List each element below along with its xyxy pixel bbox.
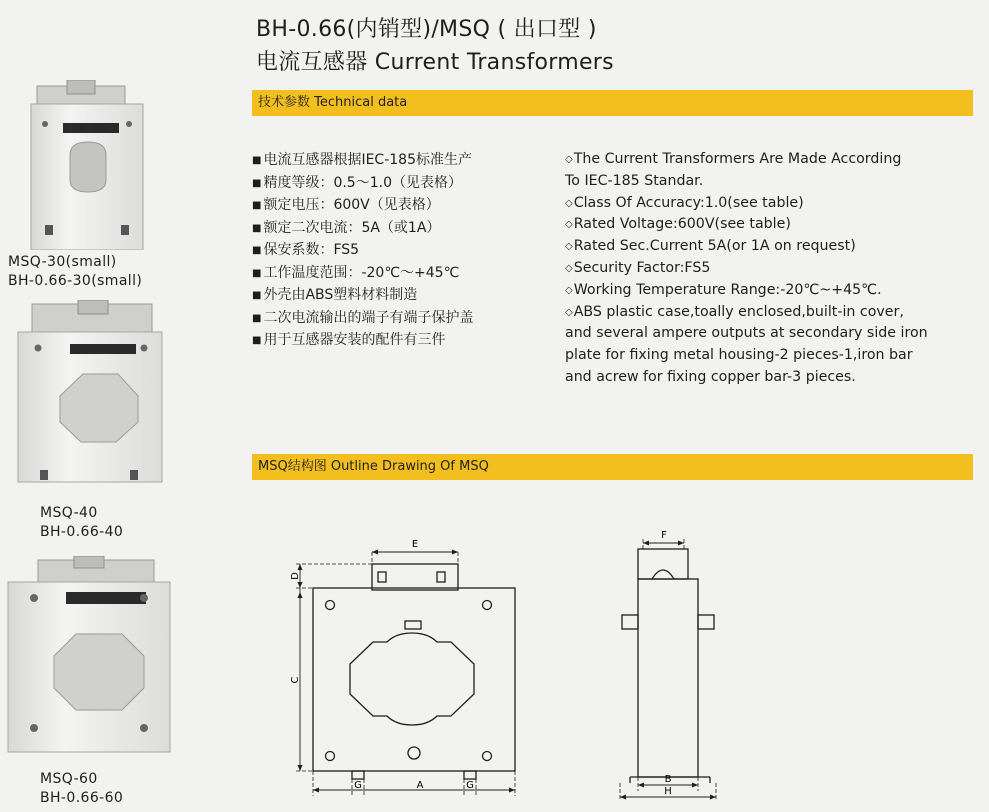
- msq-60-product-image: [4, 556, 174, 756]
- product-model-msq-30: MSQ-30(small): [8, 254, 117, 270]
- front-view-outline-drawing: [280, 530, 540, 810]
- dimension-label-d: D: [290, 572, 301, 580]
- dimension-label-g-right: G: [466, 780, 474, 791]
- msq-30-product-image: [0, 80, 170, 250]
- spec-en-item-continued: and acrew for fixing copper bar-3 pieces.: [565, 368, 856, 385]
- dimension-label-f: F: [661, 530, 667, 541]
- spec-en-item: ◇ ABS plastic case,toally enclosed,built-in cover,: [565, 302, 975, 324]
- msq-40-product-image: [8, 300, 178, 485]
- dimension-label-a: A: [416, 780, 424, 791]
- spec-en-item: ◇ Rated Sec.Current 5A(or 1A on request): [565, 236, 975, 258]
- spec-en-item: ◇ The Current Transformers Are Made According: [565, 149, 975, 171]
- spec-cn-item: ■ 精度等级：0.5～1.0（见表格）: [252, 172, 473, 195]
- page-title-line1: BH-0.66(内销型)/MSQ ( 出口型 ): [256, 17, 597, 42]
- spec-en-item: ◇ Working Temperature Range:-20℃~+45℃.: [565, 280, 975, 302]
- section-bar-outline-drawing: MSQ结构图 Outline Drawing Of MSQ: [252, 454, 973, 480]
- spec-en-item-continued: and several ampere outputs at secondary side iron: [565, 325, 928, 342]
- specs-chinese-list: [252, 149, 473, 352]
- spec-en-item: ◇ Rated Voltage:600V(see table): [565, 214, 975, 236]
- product-model-msq-40: MSQ-40: [40, 505, 98, 521]
- product-alt-model-msq-60: BH-0.66-60: [40, 790, 124, 806]
- dimension-label-c: C: [290, 676, 301, 684]
- dimension-label-g-left: G: [354, 780, 362, 791]
- section-bar-technical-data: 技术参数 Technical data: [252, 90, 973, 116]
- spec-cn-item: ■ 二次电流输出的端子有端子保护盖: [252, 307, 473, 330]
- spec-cn-item: ■ 用于互感器安装的配件有三件: [252, 329, 473, 352]
- dimension-label-b: B: [664, 774, 672, 785]
- dimension-label-e: E: [411, 539, 419, 550]
- product-model-msq-60: MSQ-60: [40, 771, 98, 787]
- product-alt-model-msq-30: BH-0.66-30(small): [8, 273, 143, 289]
- spec-cn-item: ■ 外壳由ABS塑料材料制造: [252, 284, 473, 307]
- spec-en-item: ◇ Security Factor:FS5: [565, 258, 975, 280]
- page-title-line2: 电流互感器 Current Transformers: [256, 50, 614, 75]
- spec-en-item-continued: To IEC-185 Standar.: [565, 172, 704, 189]
- spec-cn-item: ■ 保安系数：FS5: [252, 239, 473, 262]
- spec-cn-item: ■ 工作温度范围：-20℃～+45℃: [252, 262, 473, 285]
- spec-cn-item: ■ 额定二次电流：5A（或1A）: [252, 217, 473, 240]
- spec-en-item: ◇ Class Of Accuracy:1.0(see table): [565, 193, 975, 215]
- product-alt-model-msq-40: BH-0.66-40: [40, 524, 124, 540]
- side-view-outline-drawing: [600, 525, 740, 810]
- dimension-label-h: H: [664, 786, 672, 797]
- spec-en-item-continued: plate for fixing metal housing-2 pieces-1,iron bar: [565, 347, 913, 364]
- spec-cn-item: ■ 额定电压：600V（见表格）: [252, 194, 473, 217]
- specs-english-list: [565, 149, 975, 389]
- spec-cn-item: ■ 电流互感器根据IEC-185标准生产: [252, 149, 473, 172]
